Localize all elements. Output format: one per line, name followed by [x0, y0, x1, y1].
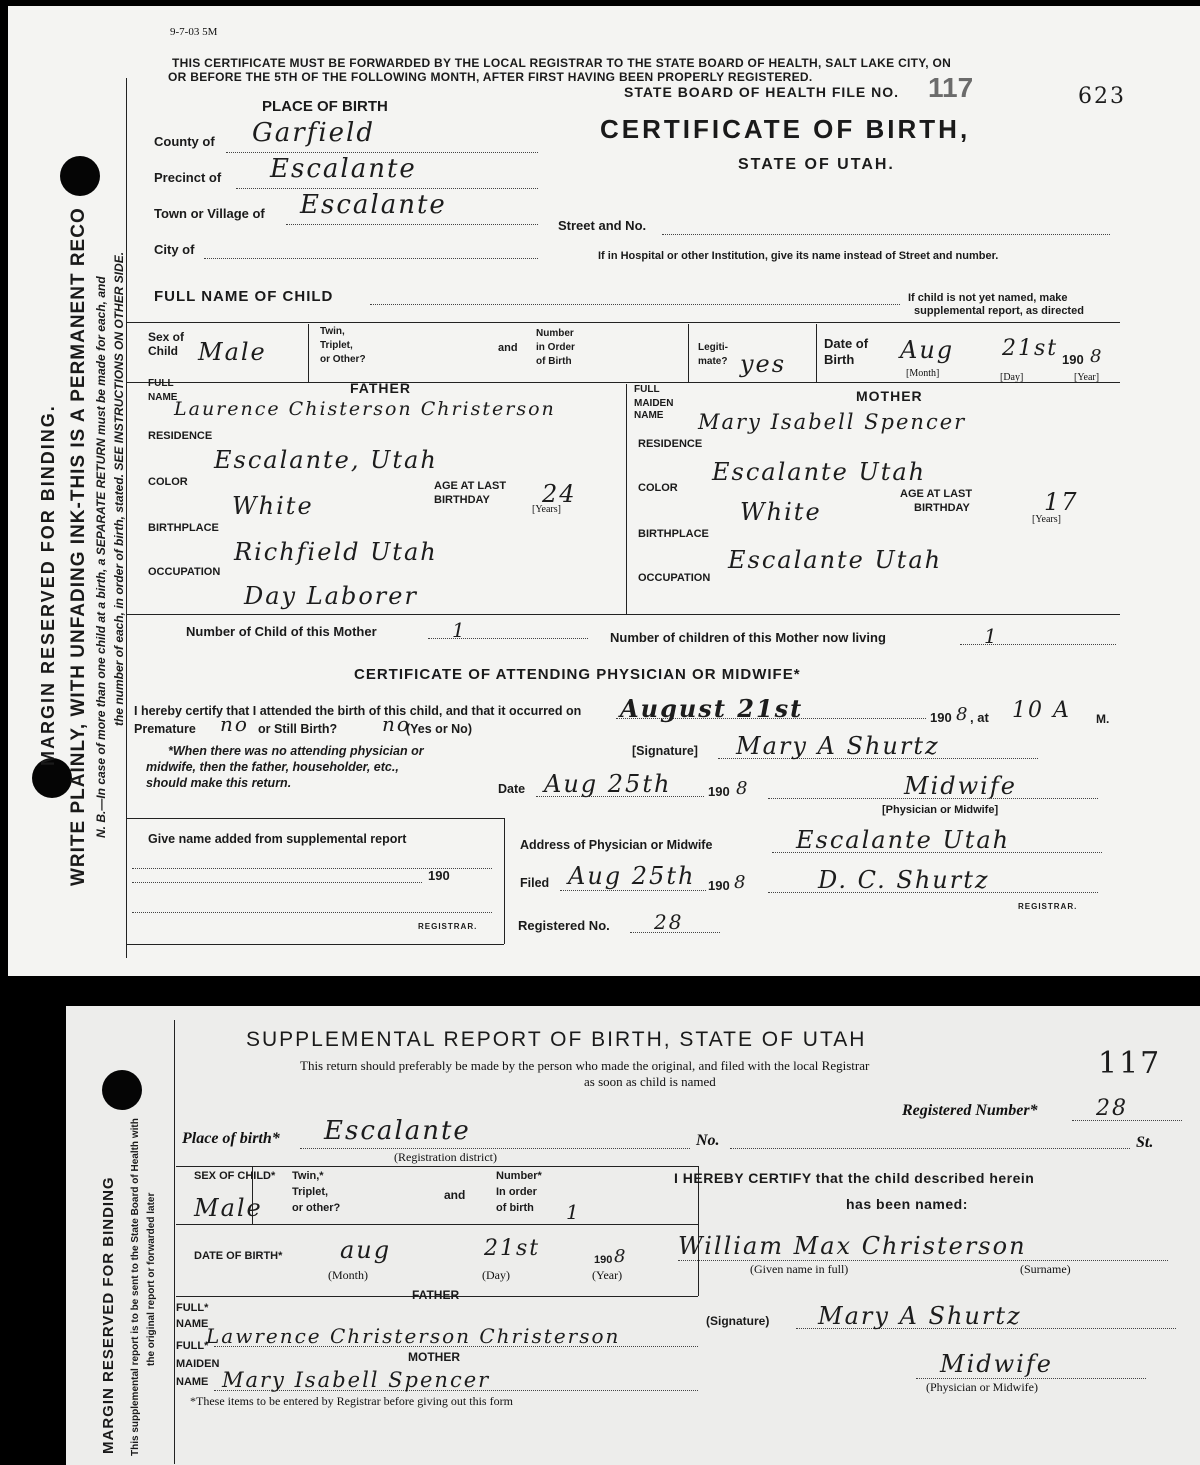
filed-year-digit: 8	[734, 872, 748, 893]
supp-twin-3: or other?	[292, 1202, 341, 1214]
legit-label-1: Legiti-	[698, 342, 728, 353]
signature-label: [Signature]	[632, 744, 698, 758]
supp-certify-1: I HEREBY CERTIFY that the child described herein	[674, 1170, 1035, 1186]
supp-year-caption: (Year)	[592, 1268, 623, 1282]
mother-birthplace: Escalante Utah	[728, 546, 943, 574]
supp-mother-heading: MOTHER	[408, 1350, 460, 1364]
parents-divider	[626, 384, 627, 614]
supp-surname-caption: (Surname)	[1020, 1262, 1071, 1276]
supp-registered-label: Registered Number*	[902, 1102, 1038, 1119]
birth-certificate	[8, 6, 1200, 976]
time-value: 10 A	[1012, 698, 1071, 723]
permanent-record-text: WRITE PLAINLY, WITH UNFADING INK-THIS IS A PERMANENT RECO	[68, 207, 89, 886]
supp-no-label: No.	[696, 1132, 720, 1149]
father-age-label-2: BIRTHDAY	[434, 494, 490, 506]
supp-mother-name-label: NAME	[176, 1376, 209, 1388]
father-birthplace-label: BIRTHPLACE	[148, 522, 219, 534]
supp-mother-maiden-label: MAIDEN	[176, 1358, 220, 1370]
supp-mother-name: Mary Isabell Spencer	[222, 1368, 491, 1392]
supp-twin-2: Triplet,	[292, 1186, 329, 1198]
rule	[126, 614, 1120, 615]
precinct-label: Precinct of	[154, 170, 222, 185]
mother-age-label-1: AGE AT LAST	[900, 488, 973, 500]
still-birth-label: or Still Birth?	[258, 722, 338, 736]
supp-order-2: In order	[496, 1186, 537, 1198]
supp-intro-2: as soon as child is named	[584, 1074, 716, 1089]
supp-dob-year-digit: 8	[614, 1246, 628, 1267]
side-instruction-2: the number of each, in order of birth, stated. SEE INSTRUCTIONS ON OTHER SIDE.	[112, 251, 126, 726]
rule	[126, 322, 1120, 323]
order-label-1: Number	[536, 328, 574, 339]
filed-value: Aug 25th	[568, 862, 696, 890]
note-line-2: midwife, then the father, householder, etc.,	[146, 760, 399, 774]
rule	[126, 818, 504, 819]
supp-mother-full-label: FULL*	[176, 1340, 209, 1352]
twin-label-1: Twin,	[320, 326, 345, 337]
header-instruction-2: OR BEFORE THE 5TH OF THE FOLLOWING MONTH, AFTER FIRST HAVING BEEN PROPERLY REGISTERED.	[168, 70, 813, 84]
registered-value: 28	[654, 910, 684, 934]
physician-heading: CERTIFICATE OF ATTENDING PHYSICIAN OR MIDWIFE*	[354, 666, 801, 683]
twin-label-2: Triplet,	[320, 340, 353, 351]
street-line	[662, 234, 1110, 235]
rule	[176, 1166, 698, 1167]
child-number-label: Number of Child of this Mother	[186, 624, 377, 639]
supp-title: SUPPLEMENTAL REPORT OF BIRTH, STATE OF UTAH	[246, 1028, 867, 1051]
supp-father-name-label: NAME	[176, 1318, 209, 1330]
date-value: Aug 25th	[544, 770, 672, 798]
supp-father-heading: FATHER	[412, 1288, 460, 1302]
year-prefix: 190	[930, 710, 952, 725]
precinct-line	[236, 188, 538, 189]
file-no-label: STATE BOARD OF HEALTH FILE NO.	[624, 84, 899, 100]
supp-st-label: St.	[1136, 1134, 1154, 1151]
date-label: Date	[498, 782, 526, 796]
rule	[126, 944, 504, 945]
supp-sex-value: Male	[194, 1194, 263, 1222]
father-birthplace: Richfield Utah	[234, 538, 438, 566]
full-name-line	[370, 304, 900, 305]
supp-place-label: Place of birth*	[182, 1130, 280, 1147]
divider	[688, 324, 689, 382]
punch-hole	[102, 1070, 142, 1110]
mother-birthplace-label: BIRTHPLACE	[638, 528, 709, 540]
father-residence-label: RESIDENCE	[148, 430, 213, 442]
supp-dob-year-prefix: 190	[594, 1254, 613, 1266]
supp-intro-1: This return should preferably be made by the person who made the original, and filed with the local Registrar	[300, 1058, 870, 1073]
father-occupation-label: OCCUPATION	[148, 566, 221, 578]
form-code: 9-7-03 5M	[170, 26, 218, 38]
supp-twin-1: Twin,*	[292, 1170, 324, 1182]
supp-order-1: Number*	[496, 1170, 542, 1182]
mother-color-label: COLOR	[638, 482, 678, 494]
living-label: Number of children of this Mother now living	[610, 630, 886, 645]
punch-hole	[60, 156, 100, 196]
supp-role-caption: (Physician or Midwife)	[926, 1380, 1038, 1394]
supp-registration-caption: (Registration district)	[394, 1150, 497, 1164]
role-value: Midwife	[904, 772, 1017, 800]
supp-order-value: 1	[566, 1200, 581, 1224]
living-number: 1	[984, 624, 999, 648]
father-occupation: Day Laborer	[244, 582, 418, 610]
supp-father-name: Lawrence Christerson Christerson	[206, 1324, 621, 1348]
city-label: City of	[154, 242, 195, 257]
father-residence: Escalante, Utah	[214, 446, 438, 474]
mother-residence-label: RESIDENCE	[638, 438, 703, 450]
city-line	[204, 258, 538, 259]
father-color-label: COLOR	[148, 476, 188, 488]
year-digit: 8	[956, 704, 970, 725]
supp-day-caption: (Day)	[482, 1268, 510, 1282]
and-label: and	[498, 342, 518, 354]
divider	[504, 818, 505, 944]
supp-and-label: and	[444, 1188, 466, 1202]
father-years-caption: [Years]	[532, 504, 561, 515]
m-label: M.	[1096, 712, 1110, 726]
divider	[308, 324, 309, 382]
supp-father-line	[214, 1346, 698, 1347]
mother-name: Mary Isabell Spencer	[698, 410, 967, 434]
mother-full-label: FULL	[634, 384, 660, 395]
supp-signature: Mary A Shurtz	[818, 1302, 1022, 1330]
premature-label: Premature	[134, 722, 196, 736]
supp-number: 117	[1098, 1046, 1162, 1081]
supp-role: Midwife	[940, 1350, 1053, 1378]
mother-heading: MOTHER	[856, 388, 923, 404]
supp-side-note-2: the original report or forwarded later	[146, 1192, 157, 1366]
year-caption: [Year]	[1074, 372, 1100, 383]
father-color: White	[232, 492, 314, 520]
father-heading: FATHER	[350, 380, 411, 396]
dob-month: Aug	[900, 336, 955, 364]
address-label: Address of Physician or Midwife	[520, 838, 713, 852]
registrar-signature: D. C. Shurtz	[818, 866, 990, 894]
legitimate-value: yes	[740, 350, 787, 378]
town-line	[286, 224, 538, 225]
supplemental-report	[66, 1006, 1200, 1465]
mother-residence: Escalante Utah	[712, 458, 927, 486]
date-year-digit: 8	[736, 778, 750, 799]
supp-given-caption: (Given name in full)	[750, 1262, 849, 1276]
dob-year-prefix: 190	[1062, 352, 1084, 367]
supp-month-caption: (Month)	[328, 1268, 368, 1282]
father-age: 24	[542, 480, 577, 508]
precinct-value: Escalante	[270, 154, 417, 184]
mother-color: White	[740, 498, 822, 526]
registered-label: Registered No.	[518, 918, 610, 933]
day-caption: [Day]	[1000, 372, 1024, 383]
supp-signature-label: (Signature)	[706, 1314, 770, 1328]
supp-street-line	[730, 1148, 1130, 1149]
birth-date-text: August 21st	[620, 694, 804, 723]
sex-value: Male	[198, 338, 267, 366]
town-label: Town or Village of	[154, 206, 265, 221]
mother-maiden-label: MAIDEN	[634, 398, 674, 409]
child-number: 1	[452, 618, 467, 642]
supp-place-line	[300, 1148, 690, 1149]
filed-year-prefix: 190	[708, 878, 730, 893]
side-instruction-1: N. B.—In case of more than one child at a birth, a SEPARATE RETURN must be made for each, and	[94, 276, 108, 838]
note-line-1: *When there was no attending physician or	[168, 744, 424, 758]
dob-day: 21st	[1002, 336, 1059, 361]
rule	[126, 382, 1120, 383]
mother-occupation-label: OCCUPATION	[638, 572, 711, 584]
dob-label-2: Birth	[824, 352, 855, 367]
dob-year-digit: 8	[1090, 346, 1104, 367]
certificate-subtitle: STATE OF UTAH.	[738, 156, 895, 173]
supp-footnote: *These items to be entered by Registrar before giving out this form	[190, 1394, 513, 1408]
dob-label-1: Date of	[824, 336, 869, 351]
mother-name-label: NAME	[634, 410, 664, 421]
signature-value: Mary A Shurtz	[736, 732, 940, 760]
father-name-label: NAME	[148, 392, 178, 403]
mother-age-label-2: BIRTHDAY	[914, 502, 970, 514]
supp-dob-label: DATE OF BIRTH*	[194, 1250, 283, 1262]
supp-dob-month: aug	[340, 1236, 392, 1264]
sex-label-1: Sex of	[148, 330, 185, 344]
supp-order-3: of birth	[496, 1202, 534, 1214]
supplemental-year-prefix: 190	[428, 868, 450, 883]
registrar-caption-left: REGISTRAR.	[418, 922, 478, 931]
supplemental-name-label: Give name added from supplemental report	[148, 832, 407, 846]
supp-role-line	[916, 1378, 1146, 1379]
supp-father-full-label: FULL*	[176, 1302, 209, 1314]
filed-line	[560, 890, 706, 891]
supp-binding-text: MARGIN RESERVED FOR BINDING	[100, 1176, 117, 1454]
role-caption: [Physician or Midwife]	[882, 804, 999, 816]
legit-label-2: mate?	[698, 356, 728, 367]
corner-number: 623	[1078, 84, 1126, 109]
registrar-caption: REGISTRAR.	[1018, 902, 1078, 911]
supp-sex-label: SEX OF CHILD*	[194, 1170, 276, 1182]
supp-mother-line	[214, 1390, 698, 1391]
sex-label-2: Child	[148, 344, 178, 358]
header-instruction-1: THIS CERTIFICATE MUST BE FORWARDED BY THE LOCAL REGISTRAR TO THE STATE BOARD OF HEALTH, SALT LAKE CITY, ON	[172, 56, 952, 70]
still-birth-value: no	[382, 712, 411, 736]
supp-child-name-line	[678, 1260, 1168, 1261]
registrar-line-left	[132, 912, 492, 913]
hospital-note: If in Hospital or other Institution, give its name instead of Street and number.	[598, 250, 999, 262]
form-border	[126, 78, 127, 958]
supplemental-year-line	[132, 882, 422, 883]
county-label: County of	[154, 134, 215, 149]
county-value: Garfield	[252, 118, 375, 148]
full-name-label: FULL NAME OF CHILD	[154, 288, 334, 305]
filed-label: Filed	[520, 876, 550, 890]
supp-place-value: Escalante	[324, 1116, 471, 1146]
address-value: Escalante Utah	[796, 826, 1011, 854]
town-value: Escalante	[300, 190, 447, 220]
file-no-value: 117	[928, 72, 974, 103]
supp-side-note-1: This supplemental report is to be sent to the State Board of Health with	[130, 1118, 141, 1456]
place-of-birth-heading: PLACE OF BIRTH	[262, 98, 388, 115]
date-year-prefix: 190	[708, 784, 730, 799]
father-name: Laurence Chisterson Christerson	[174, 398, 556, 420]
mother-years-caption: [Years]	[1032, 514, 1061, 525]
county-line	[226, 152, 538, 153]
supp-dob-day: 21st	[484, 1236, 541, 1261]
father-full-label: FULL	[148, 378, 174, 389]
father-age-label-1: AGE AT LAST	[434, 480, 507, 492]
month-caption: [Month]	[906, 368, 940, 379]
note-line-3: should make this return.	[146, 776, 292, 790]
street-label: Street and No.	[558, 218, 647, 233]
supp-child-name: William Max Christerson	[678, 1232, 1027, 1260]
supp-registered-value: 28	[1096, 1096, 1128, 1121]
yes-no-label: (Yes or No)	[406, 722, 472, 736]
certificate-title: CERTIFICATE OF BIRTH,	[600, 114, 971, 144]
unnamed-note-2: supplemental report, as directed	[914, 305, 1084, 317]
supp-certify-2: has been named:	[846, 1196, 968, 1212]
supp-border	[174, 1020, 175, 1464]
rule	[176, 1224, 698, 1225]
premature-value: no	[220, 712, 249, 736]
order-label-2: in Order	[536, 342, 575, 353]
certify-text: I hereby certify that I attended the birth of this child, and that it occurred on	[134, 704, 582, 718]
mother-age: 17	[1044, 488, 1079, 516]
unnamed-note-1: If child is not yet named, make	[908, 292, 1068, 304]
divider	[816, 324, 817, 382]
at-label: , at	[970, 710, 989, 725]
twin-label-3: or Other?	[320, 354, 366, 365]
binding-margin-text: MARGIN RESERVED FOR BINDING.	[38, 404, 58, 766]
order-label-3: of Birth	[536, 356, 572, 367]
